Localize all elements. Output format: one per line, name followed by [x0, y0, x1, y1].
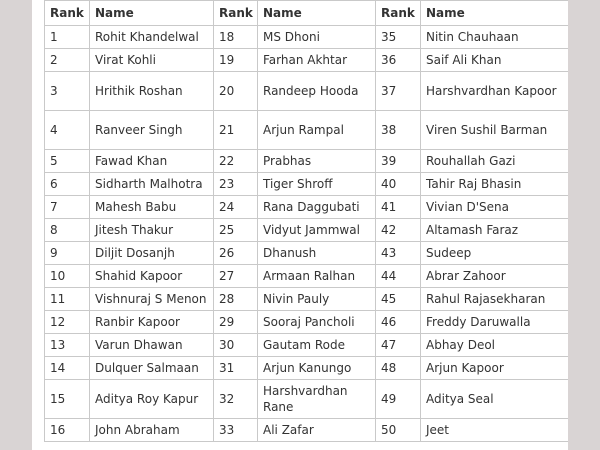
- name-cell: Rouhallah Gazi: [421, 150, 569, 173]
- rank-cell: 13: [45, 334, 90, 357]
- rank-cell: 14: [45, 357, 90, 380]
- rank-cell: 41: [376, 196, 421, 219]
- rank-cell: 19: [214, 49, 258, 72]
- rank-cell: 4: [45, 111, 90, 150]
- table-row: [45, 380, 569, 419]
- header-name: Name: [421, 1, 569, 26]
- table-row: [45, 265, 569, 288]
- name-cell: Dhanush: [258, 242, 376, 265]
- name-cell: MS Dhoni: [258, 26, 376, 49]
- table-row: [45, 49, 569, 72]
- rank-cell: 28: [214, 288, 258, 311]
- header-name: Name: [258, 1, 376, 26]
- name-cell: Ranveer Singh: [90, 111, 214, 150]
- rank-cell: 27: [214, 265, 258, 288]
- name-cell: Vivian D'Sena: [421, 196, 569, 219]
- rank-cell: 2: [45, 49, 90, 72]
- rank-cell: 47: [376, 334, 421, 357]
- rank-cell: 38: [376, 111, 421, 150]
- rank-cell: 36: [376, 49, 421, 72]
- header-rank: Rank: [376, 1, 421, 26]
- rank-cell: 21: [214, 111, 258, 150]
- name-cell: Gautam Rode: [258, 334, 376, 357]
- name-cell: Hrithik Roshan: [90, 72, 214, 111]
- rank-cell: 43: [376, 242, 421, 265]
- rank-cell: 39: [376, 150, 421, 173]
- table-row: [45, 219, 569, 242]
- table-header-row: [45, 1, 569, 26]
- name-cell: Abhay Deol: [421, 334, 569, 357]
- rank-cell: 9: [45, 242, 90, 265]
- header-name: Name: [90, 1, 214, 26]
- table-row: [45, 196, 569, 219]
- name-cell: Fawad Khan: [90, 150, 214, 173]
- table-row: [45, 72, 569, 111]
- table-row: [45, 26, 569, 49]
- name-cell: Sidharth Malhotra: [90, 173, 214, 196]
- name-cell: Varun Dhawan: [90, 334, 214, 357]
- name-cell: Nivin Pauly: [258, 288, 376, 311]
- name-cell: Virat Kohli: [90, 49, 214, 72]
- ranking-table: [44, 0, 568, 442]
- name-cell: Rana Daggubati: [258, 196, 376, 219]
- name-cell: Vidyut Jammwal: [258, 219, 376, 242]
- name-cell: Saif Ali Khan: [421, 49, 569, 72]
- name-cell: Rahul Rajasekharan: [421, 288, 569, 311]
- rank-cell: 8: [45, 219, 90, 242]
- table-row: [45, 419, 569, 442]
- name-cell: Tahir Raj Bhasin: [421, 173, 569, 196]
- name-cell: Armaan Ralhan: [258, 265, 376, 288]
- name-cell: John Abraham: [90, 419, 214, 442]
- rank-cell: 23: [214, 173, 258, 196]
- rank-cell: 30: [214, 334, 258, 357]
- name-cell: Harshvardhan Rane: [258, 380, 376, 419]
- rank-cell: 48: [376, 357, 421, 380]
- name-cell: Freddy Daruwalla: [421, 311, 569, 334]
- rank-cell: 20: [214, 72, 258, 111]
- name-cell: Randeep Hooda: [258, 72, 376, 111]
- table-row: [45, 334, 569, 357]
- rank-cell: 1: [45, 26, 90, 49]
- name-cell: Mahesh Babu: [90, 196, 214, 219]
- rank-cell: 18: [214, 26, 258, 49]
- rank-cell: 11: [45, 288, 90, 311]
- name-cell: Jeet: [421, 419, 569, 442]
- rank-cell: 26: [214, 242, 258, 265]
- rank-cell: 15: [45, 380, 90, 419]
- header-rank: Rank: [45, 1, 90, 26]
- rank-cell: 3: [45, 72, 90, 111]
- rank-cell: 10: [45, 265, 90, 288]
- name-cell: Arjun Kapoor: [421, 357, 569, 380]
- name-cell: Farhan Akhtar: [258, 49, 376, 72]
- rank-cell: 33: [214, 419, 258, 442]
- name-cell: Altamash Faraz: [421, 219, 569, 242]
- name-cell: Prabhas: [258, 150, 376, 173]
- rank-cell: 45: [376, 288, 421, 311]
- rank-cell: 16: [45, 419, 90, 442]
- rank-cell: 6: [45, 173, 90, 196]
- name-cell: Rohit Khandelwal: [90, 26, 214, 49]
- rank-cell: 49: [376, 380, 421, 419]
- table-row: [45, 288, 569, 311]
- name-cell: Ali Zafar: [258, 419, 376, 442]
- name-cell: Aditya Seal: [421, 380, 569, 419]
- name-cell: Ranbir Kapoor: [90, 311, 214, 334]
- table-row: [45, 173, 569, 196]
- table-row: [45, 111, 569, 150]
- table-row: [45, 357, 569, 380]
- rank-cell: 44: [376, 265, 421, 288]
- name-cell: Abrar Zahoor: [421, 265, 569, 288]
- rank-cell: 32: [214, 380, 258, 419]
- rank-cell: 29: [214, 311, 258, 334]
- name-cell: Diljit Dosanjh: [90, 242, 214, 265]
- rank-cell: 25: [214, 219, 258, 242]
- header-rank: Rank: [214, 1, 258, 26]
- rank-cell: 37: [376, 72, 421, 111]
- content-panel: [32, 0, 568, 450]
- name-cell: Arjun Kanungo: [258, 357, 376, 380]
- rank-cell: 22: [214, 150, 258, 173]
- rank-cell: 50: [376, 419, 421, 442]
- table-body: [45, 26, 569, 442]
- rank-cell: 35: [376, 26, 421, 49]
- rank-cell: 40: [376, 173, 421, 196]
- rank-cell: 5: [45, 150, 90, 173]
- name-cell: Sooraj Pancholi: [258, 311, 376, 334]
- name-cell: Nitin Chauhaan: [421, 26, 569, 49]
- name-cell: Viren Sushil Barman: [421, 111, 569, 150]
- rank-cell: 7: [45, 196, 90, 219]
- name-cell: Tiger Shroff: [258, 173, 376, 196]
- table-row: [45, 242, 569, 265]
- name-cell: Dulquer Salmaan: [90, 357, 214, 380]
- table-row: [45, 311, 569, 334]
- name-cell: Arjun Rampal: [258, 111, 376, 150]
- name-cell: Vishnuraj S Menon: [90, 288, 214, 311]
- name-cell: Aditya Roy Kapur: [90, 380, 214, 419]
- name-cell: Harshvardhan Kapoor: [421, 72, 569, 111]
- name-cell: Sudeep: [421, 242, 569, 265]
- table-row: [45, 150, 569, 173]
- rank-cell: 46: [376, 311, 421, 334]
- rank-cell: 12: [45, 311, 90, 334]
- rank-cell: 24: [214, 196, 258, 219]
- rank-cell: 31: [214, 357, 258, 380]
- name-cell: Jitesh Thakur: [90, 219, 214, 242]
- rank-cell: 42: [376, 219, 421, 242]
- name-cell: Shahid Kapoor: [90, 265, 214, 288]
